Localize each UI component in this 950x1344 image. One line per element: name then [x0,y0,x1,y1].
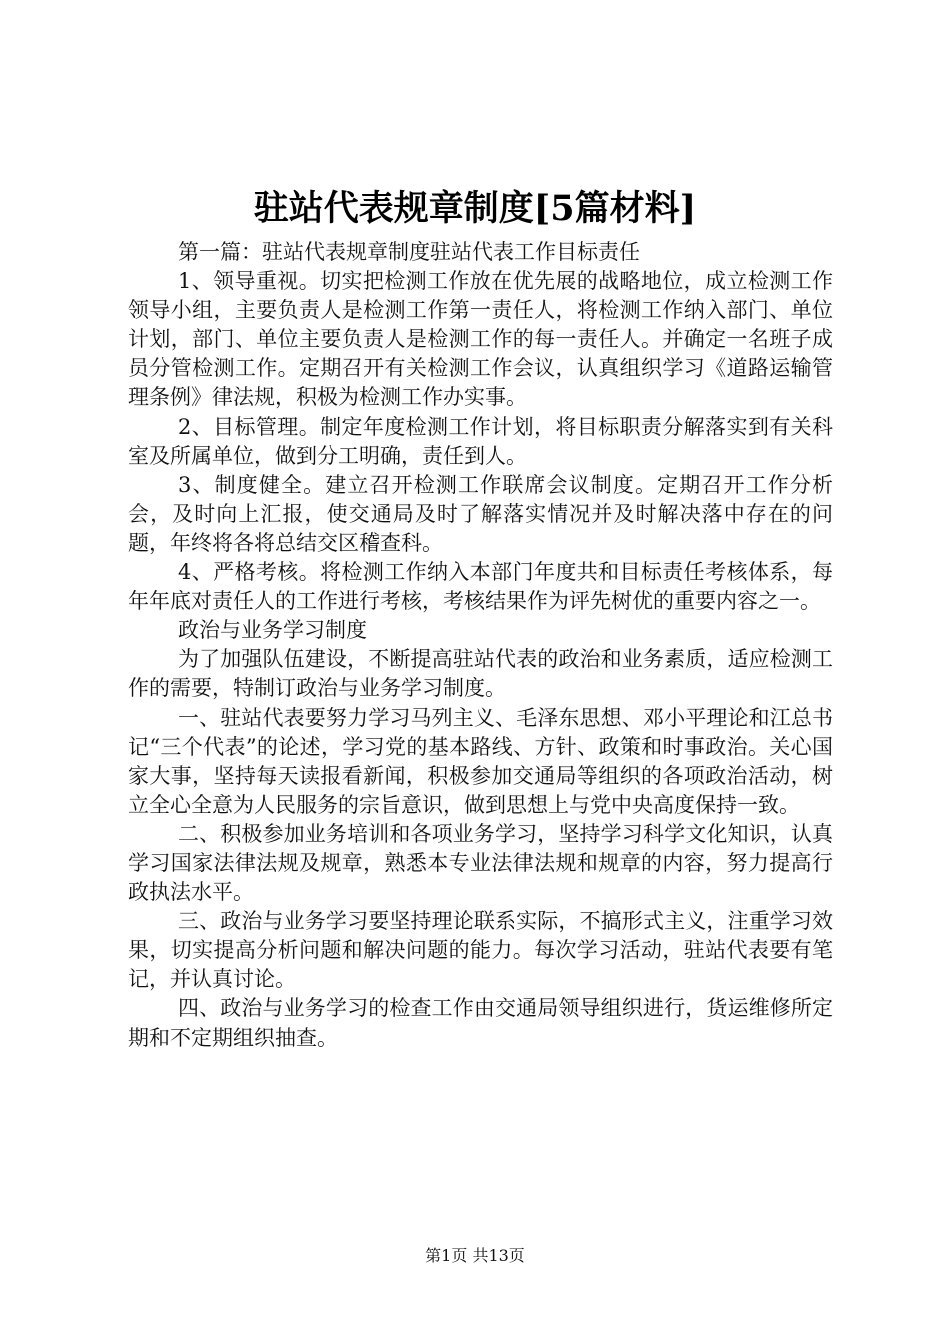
paragraph: 2、目标管理。制定年度检测工作计划，将目标职责分解落实到有关科室及所属单位，做到分工明确，责任到人。 [128,414,833,468]
paragraph: 4、严格考核。将检测工作纳入本部门年度共和目标责任考核体系，每年年底对责任人的工作进行考核，考核结果作为评先树优的重要内容之一。 [128,560,833,614]
paragraph: 3、制度健全。建立召开检测工作联席会议制度。定期召开工作分析会，及时向上汇报，使交通局及时了解落实情况并及时解决落中存在的问题，年终将各将总结交区稽查科。 [128,472,833,555]
page-footer: 第1页 共13页 [425,1246,525,1265]
section-heading: 政治与业务学习制度 [178,618,367,643]
paragraph: 1、领导重视。切实把检测工作放在优先展的战略地位，成立检测工作领导小组，主要负责人是检测工作第一责任人，将检测工作纳入部门、单位计划，部门、单位主要负责人是检测工作的每一责任人。并确定一名班子成员分管检测工作。定期召开有关检测工作会议，认真组织学习《道路运输管理条例》律法规，积极为检测工作办实事。 [128,269,833,410]
paragraph: 一、驻站代表要努力学习马列主义、毛泽东思想、邓小平理论和江总书记“三个代表”的论述，学习党的基本路线、方针、政策和时事政治。关心国家大事，坚持每天读报看新闻，积极参加交通局等组织的各项政治活动，树立全心全意为人民服务的宗旨意识，做到思想上与党中央高度保持一致。 [128,705,833,817]
document-body [128,238,833,1053]
paragraph: 三、政治与业务学习要坚持理论联系实际，不搞形式主义，注重学习效果，切实提高分析问题和解决问题的能力。每次学习活动，驻站代表要有笔记，并认真讨论。 [128,909,833,992]
paragraph: 二、积极参加业务培训和各项业务学习，坚持学习科学文化知识，认真学习国家法律法规及规章，熟悉本专业法律法规和规章的内容，努力提高行政执法水平。 [128,821,833,905]
paragraph: 第一篇：驻站代表规章制度驻站代表工作目标责任 [178,240,640,264]
paragraph: 四、政治与业务学习的检查工作由交通局领导组织进行，货运维修所定期和不定期组织抽查。 [128,996,833,1050]
paragraph: 为了加强队伍建设，不断提高驻站代表的政治和业务素质，适应检测工作的需要，特制订政治与业务学习制度。 [128,647,833,701]
document-title: 驻站代表规章制度[5篇材料] [253,188,697,229]
